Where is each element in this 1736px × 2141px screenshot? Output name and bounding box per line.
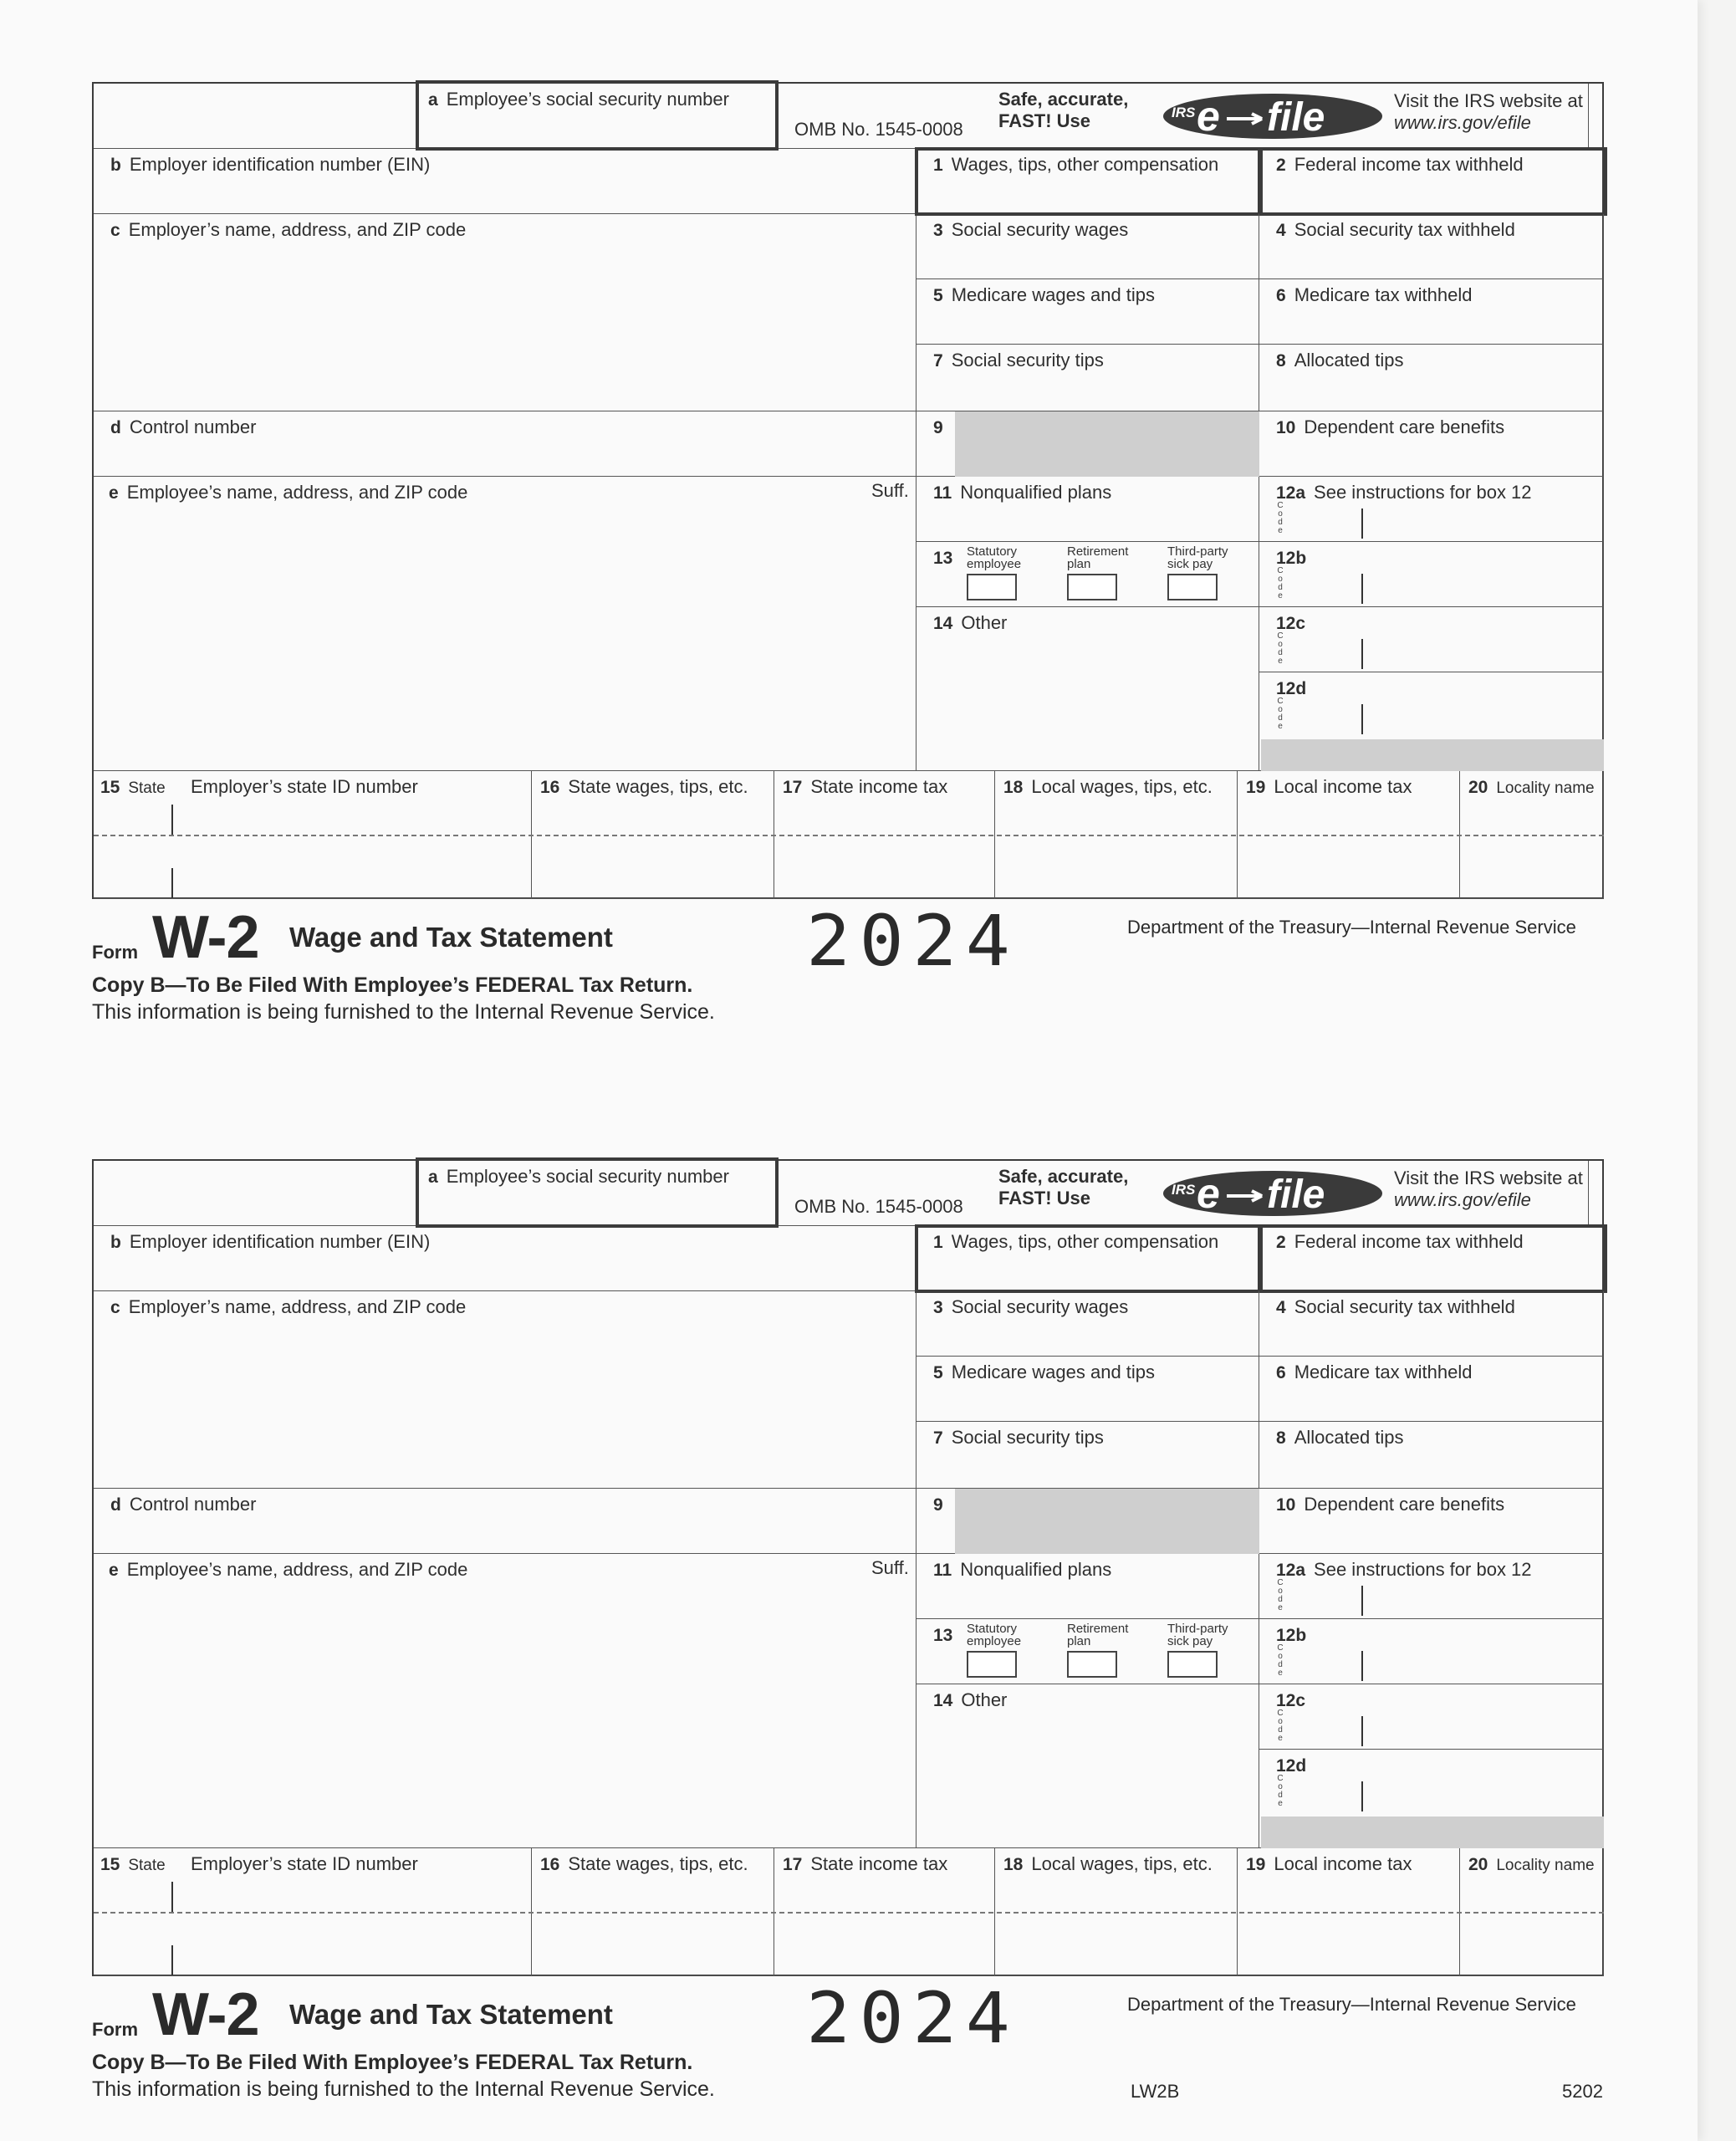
box-2-label-number: 2 — [1276, 156, 1286, 175]
box-4-label-text: Social security tax withheld — [1294, 1296, 1515, 1317]
box-13-label — [933, 1624, 961, 1646]
box-20-number: 20 — [1468, 1855, 1488, 1874]
box-a-label-number: a — [428, 90, 438, 110]
box-d-label-number: d — [110, 418, 121, 437]
box-c-employer[interactable] — [94, 1291, 917, 1489]
box-17-label-text: State income tax — [810, 776, 948, 797]
box-5-label-text: Medicare wages and tips — [951, 1362, 1156, 1382]
box-12c-code-divider — [1361, 1716, 1363, 1746]
box-17-label — [783, 1853, 947, 1875]
box-13-label — [933, 547, 961, 569]
box-18-label-text: Local wages, tips, etc. — [1031, 1853, 1213, 1874]
retirement-text-2: plan — [1067, 557, 1091, 571]
box-17-label-text: State income tax — [810, 1853, 948, 1874]
box-14-label-number: 14 — [933, 1691, 953, 1710]
visit-irs: Visit the IRS website at — [1394, 90, 1583, 111]
box-9-shade — [955, 1489, 1259, 1554]
box-12b-code-label: C o d e — [1277, 566, 1284, 600]
box-1-label-text: Wages, tips, other compensation — [951, 1231, 1219, 1252]
box-12a-code-label: C o d e — [1277, 1578, 1284, 1612]
box-7-label-text: Social security tips — [951, 350, 1104, 370]
box-7-label-text: Social security tips — [951, 1427, 1104, 1448]
box-17-label-number: 17 — [783, 778, 803, 797]
statutory-label — [967, 1622, 1021, 1648]
box-10-label-text: Dependent care benefits — [1304, 1494, 1505, 1515]
box-10-label-number: 10 — [1276, 1495, 1296, 1515]
box-d-label-text: Control number — [129, 416, 257, 437]
box-19-label-number: 19 — [1246, 1855, 1266, 1874]
box-12c-number: 12c — [1276, 1691, 1306, 1710]
retirement-text-1: Retirement — [1067, 544, 1129, 559]
box-9-label — [933, 1494, 952, 1515]
box-15-number: 15 — [100, 778, 120, 797]
retirement-plan-checkbox[interactable] — [1067, 574, 1117, 600]
box-e-label-text: Employee’s name, address, and ZIP code — [126, 1559, 468, 1580]
tax-year: 2024 — [806, 900, 1019, 982]
department-treasury: Department of the Treasury—Internal Revenue Service — [1127, 917, 1576, 938]
box-8-label-text: Allocated tips — [1294, 350, 1404, 370]
box-16-label — [540, 776, 748, 798]
safe-accurate: Safe, accurate, — [998, 89, 1129, 110]
box-14-label-text: Other — [961, 1689, 1008, 1710]
third-party-text-2: sick pay — [1167, 557, 1213, 571]
box-d-label-number: d — [110, 1495, 121, 1515]
box-14-label-number: 14 — [933, 614, 953, 633]
box-12a-label — [1276, 1559, 1532, 1581]
box-6-label-text: Medicare tax withheld — [1294, 1362, 1473, 1382]
retirement-label — [1067, 545, 1128, 570]
box-15-number: 15 — [100, 1855, 120, 1874]
box-11-label — [933, 1559, 1111, 1581]
form-code-left: LW2B — [1131, 2081, 1180, 2102]
omb-number: OMB No. 1545-0008 — [794, 119, 963, 140]
box-19-label-text: Local income tax — [1274, 1853, 1412, 1874]
box-a-label-text: Employee’s social security number — [446, 1166, 729, 1187]
box-a-label-text: Employee’s social security number — [446, 89, 729, 110]
safe-accurate: Safe, accurate, — [998, 1166, 1129, 1187]
box-e-employee[interactable] — [94, 1554, 917, 1848]
form-word: Form — [92, 942, 138, 963]
box-12b-code-divider — [1361, 574, 1363, 604]
box-c-label — [110, 1296, 466, 1318]
box-1-label-number: 1 — [933, 156, 943, 175]
w2-grid — [92, 82, 1604, 899]
box-15-state-text: State — [128, 779, 166, 797]
retirement-text-2: plan — [1067, 1634, 1091, 1648]
box-15-state-text: State — [128, 1857, 166, 1874]
box-5-label-number: 5 — [933, 286, 943, 305]
box-b-label-number: b — [110, 1233, 121, 1252]
box-c-label-number: c — [110, 1298, 120, 1317]
box-a-label — [428, 1166, 729, 1188]
box-20-text: Locality name — [1496, 779, 1595, 797]
box-12a-label — [1276, 482, 1532, 503]
box-14-label — [933, 1689, 1007, 1711]
retirement-text-1: Retirement — [1067, 1622, 1129, 1636]
box-20-label — [1468, 776, 1595, 798]
box-10-label-text: Dependent care benefits — [1304, 416, 1505, 437]
efile-file-text: file — [1267, 1173, 1325, 1217]
box-7-label — [933, 350, 1104, 371]
box-12d-code-divider — [1361, 1781, 1363, 1811]
box-12b-code-label: C o d e — [1277, 1643, 1284, 1678]
box-9-shade — [955, 411, 1259, 477]
box-15-id-label: Employer’s state ID number — [191, 1853, 418, 1874]
box-4-label — [1276, 1296, 1515, 1318]
efile-e-text: e — [1197, 1170, 1220, 1217]
box-3-label-number: 3 — [933, 221, 943, 240]
fast-use: FAST! Use — [998, 110, 1091, 131]
box-6-label — [1276, 284, 1472, 306]
copy-b-instruction: Copy B—To Be Filed With Employee’s FEDERAL Tax Return. — [92, 2051, 693, 2074]
box-8-label — [1276, 1427, 1404, 1449]
box-1-label — [933, 1231, 1218, 1253]
box-19-label-text: Local income tax — [1274, 776, 1412, 797]
box-15-divider-top — [171, 1882, 173, 1912]
suffix-label: Suff. — [871, 480, 909, 501]
box-12b-number: 12b — [1276, 1626, 1307, 1645]
state-row-dashed-divider — [94, 835, 1604, 836]
furnished-notice: This information is being furnished to the Internal Revenue Service. — [92, 2077, 715, 2101]
box-12-bottom-shade — [1261, 1817, 1604, 1848]
third-party-text-1: Third-party — [1167, 544, 1228, 559]
box-a-label-number: a — [428, 1168, 438, 1187]
box-18-label-text: Local wages, tips, etc. — [1031, 776, 1213, 797]
furnished-notice: This information is being furnished to the Internal Revenue Service. — [92, 1000, 715, 1024]
box-19-label — [1246, 776, 1412, 798]
box-3-label — [933, 219, 1128, 241]
box-b-label — [110, 1231, 430, 1253]
box-17-label — [783, 776, 947, 798]
box-2-label — [1276, 154, 1524, 176]
box-e-employee[interactable] — [94, 477, 917, 771]
box-18-label — [1003, 776, 1213, 798]
box-11-label-number: 11 — [933, 1561, 952, 1580]
box-e-label-number: e — [109, 483, 119, 503]
box-4-label-number: 4 — [1276, 1298, 1286, 1317]
box-12a-code-divider — [1361, 1586, 1363, 1616]
third-party-sick-pay-checkbox[interactable] — [1167, 574, 1218, 600]
box-4-label — [1276, 219, 1515, 241]
box-20-text: Locality name — [1496, 1857, 1595, 1874]
box-8-label-number: 8 — [1276, 1428, 1286, 1448]
box-9-number: 9 — [933, 418, 943, 437]
box-12a-label-text: See instructions for box 12 — [1314, 1559, 1532, 1580]
box-19-label — [1246, 1853, 1412, 1875]
box-13-number: 13 — [933, 549, 953, 568]
box-16-label-text: State wages, tips, etc. — [568, 1853, 748, 1874]
box-10-label-number: 10 — [1276, 418, 1296, 437]
box-17-label-number: 17 — [783, 1855, 803, 1874]
box-12b-number: 12b — [1276, 549, 1307, 568]
box-19-label-number: 19 — [1246, 778, 1266, 797]
box-b-label-number: b — [110, 156, 121, 175]
w2-grid — [92, 1159, 1604, 1976]
box-3-label — [933, 1296, 1128, 1318]
box-10-label — [1276, 416, 1504, 438]
box-2-label-text: Federal income tax withheld — [1294, 1231, 1524, 1252]
state-row-dashed-divider — [94, 1912, 1604, 1914]
box-c-label-text: Employer’s name, address, and ZIP code — [128, 1296, 467, 1317]
box-e-label-text: Employee’s name, address, and ZIP code — [126, 482, 468, 503]
box-c-label-number: c — [110, 221, 120, 240]
box-d-label — [110, 416, 256, 438]
box-12d-number: 12d — [1276, 679, 1307, 698]
box-15-label — [100, 776, 166, 798]
third-party-text-1: Third-party — [1167, 1622, 1228, 1636]
box-9-label — [933, 416, 952, 438]
visit-irs: Visit the IRS website at — [1394, 1168, 1583, 1188]
box-b-label-text: Employer identification number (EIN) — [129, 1231, 431, 1252]
box-10-label — [1276, 1494, 1504, 1515]
box-14-label-text: Other — [961, 612, 1008, 633]
box-5-label-text: Medicare wages and tips — [951, 284, 1156, 305]
form-word: Form — [92, 2019, 138, 2040]
box-15-label — [100, 1853, 166, 1875]
box-16-label-number: 16 — [540, 778, 560, 797]
box-12a-code-divider — [1361, 508, 1363, 539]
retirement-plan-checkbox[interactable] — [1067, 1651, 1117, 1678]
box-5-label — [933, 284, 1155, 306]
box-9-number: 9 — [933, 1495, 943, 1515]
box-3-label-text: Social security wages — [951, 219, 1129, 240]
irs-efile-url: www.irs.gov/efile — [1394, 1189, 1531, 1210]
form-code-right: 5202 — [1562, 2081, 1603, 2102]
fast-use: FAST! Use — [998, 1188, 1091, 1208]
box-6-label — [1276, 1362, 1472, 1383]
box-12d-code-label: C o d e — [1277, 697, 1284, 731]
box-3-label-number: 3 — [933, 1298, 943, 1317]
statutory-employee-checkbox[interactable] — [967, 1651, 1017, 1678]
efile-irs-text: IRS — [1172, 105, 1196, 120]
box-c-label-text: Employer’s name, address, and ZIP code — [128, 219, 467, 240]
box-12a-label-text: See instructions for box 12 — [1314, 482, 1532, 503]
box-12d-code-label: C o d e — [1277, 1774, 1284, 1808]
third-party-label — [1167, 545, 1228, 570]
box-5-label — [933, 1362, 1155, 1383]
irs-efile-logo — [1162, 92, 1384, 141]
w2-title: W-2 — [152, 904, 259, 971]
box-8-label-text: Allocated tips — [1294, 1427, 1404, 1448]
box-11-label-text: Nonqualified plans — [960, 482, 1112, 503]
copy-b-instruction: Copy B—To Be Filed With Employee’s FEDERAL Tax Return. — [92, 973, 693, 997]
third-party-sick-pay-checkbox[interactable] — [1167, 1651, 1218, 1678]
omb-number: OMB No. 1545-0008 — [794, 1196, 963, 1217]
box-16-label-number: 16 — [540, 1855, 560, 1874]
irs-efile-url: www.irs.gov/efile — [1394, 112, 1531, 133]
wage-tax-statement-title: Wage and Tax Statement — [289, 922, 613, 953]
box-15-id-label: Employer’s state ID number — [191, 776, 418, 797]
box-12c-code-label: C o d e — [1277, 1709, 1284, 1743]
w2-title: W-2 — [152, 1981, 259, 2048]
box-12a-label-number: 12a — [1276, 1561, 1306, 1580]
box-12-bottom-shade — [1261, 739, 1604, 771]
efile-e-text: e — [1197, 93, 1220, 140]
box-e-label-number: e — [109, 1561, 119, 1580]
efile-file-text: file — [1267, 95, 1325, 140]
box-b-label-text: Employer identification number (EIN) — [129, 154, 431, 175]
retirement-label — [1067, 1622, 1128, 1648]
box-5-label-number: 5 — [933, 1363, 943, 1382]
box-1-label-number: 1 — [933, 1233, 943, 1252]
efile-logo-icon — [1162, 92, 1384, 141]
box-18-label-number: 18 — [1003, 778, 1024, 797]
box-15-divider-bottom — [171, 1945, 173, 1975]
wage-tax-statement-title: Wage and Tax Statement — [289, 1999, 613, 2030]
statutory-employee-checkbox[interactable] — [967, 574, 1017, 600]
box-7-label-number: 7 — [933, 1428, 943, 1448]
box-3-label-text: Social security wages — [951, 1296, 1129, 1317]
box-6-label-number: 6 — [1276, 1363, 1286, 1382]
statutory-text-1: Statutory — [967, 1622, 1018, 1636]
box-11-label-text: Nonqualified plans — [960, 1559, 1112, 1580]
box-12c-code-label: C o d e — [1277, 631, 1284, 666]
box-12a-label-number: 12a — [1276, 483, 1306, 503]
box-12d-code-divider — [1361, 704, 1363, 734]
box-4-label-number: 4 — [1276, 221, 1286, 240]
box-b-label — [110, 154, 430, 176]
box-2-label — [1276, 1231, 1524, 1253]
statutory-text-2: employee — [967, 1634, 1022, 1648]
box-12c-code-divider — [1361, 639, 1363, 669]
department-treasury: Department of the Treasury—Internal Revenue Service — [1127, 1994, 1576, 2015]
box-12d-number: 12d — [1276, 1756, 1307, 1776]
box-12b-code-divider — [1361, 1651, 1363, 1681]
third-party-text-2: sick pay — [1167, 1634, 1213, 1648]
box-16-label — [540, 1853, 748, 1875]
box-a-label — [428, 89, 729, 110]
box-2-label-text: Federal income tax withheld — [1294, 154, 1524, 175]
box-1-label-text: Wages, tips, other compensation — [951, 154, 1219, 175]
box-7-label-number: 7 — [933, 351, 943, 370]
box-c-employer[interactable] — [94, 214, 917, 411]
box-15-divider-top — [171, 805, 173, 835]
box-12a-code-label: C o d e — [1277, 501, 1284, 535]
efile-logo-icon — [1162, 1169, 1384, 1218]
box-6-label-number: 6 — [1276, 286, 1286, 305]
box-18-label-number: 18 — [1003, 1855, 1024, 1874]
box-c-label — [110, 219, 466, 241]
tax-year: 2024 — [806, 1977, 1019, 2059]
statutory-label — [967, 545, 1021, 570]
suffix-label: Suff. — [871, 1557, 909, 1578]
box-4-label-text: Social security tax withheld — [1294, 219, 1515, 240]
box-11-label-number: 11 — [933, 483, 952, 503]
box-18-label — [1003, 1853, 1213, 1875]
box-e-label — [109, 482, 467, 503]
statutory-text-1: Statutory — [967, 544, 1018, 559]
box-14-label — [933, 612, 1007, 634]
box-8-label-number: 8 — [1276, 351, 1286, 370]
box-20-number: 20 — [1468, 778, 1488, 797]
box-d-label — [110, 1494, 256, 1515]
box-20-label — [1468, 1853, 1595, 1875]
box-11-label — [933, 482, 1111, 503]
box-7-label — [933, 1427, 1104, 1449]
box-13-number: 13 — [933, 1626, 953, 1645]
statutory-text-2: employee — [967, 557, 1022, 571]
box-8-label — [1276, 350, 1404, 371]
box-12c-number: 12c — [1276, 614, 1306, 633]
box-15-divider-bottom — [171, 868, 173, 898]
efile-irs-text: IRS — [1172, 1182, 1196, 1198]
box-1-label — [933, 154, 1218, 176]
box-6-label-text: Medicare tax withheld — [1294, 284, 1473, 305]
box-16-label-text: State wages, tips, etc. — [568, 776, 748, 797]
third-party-label — [1167, 1622, 1228, 1648]
box-d-label-text: Control number — [129, 1494, 257, 1515]
box-e-label — [109, 1559, 467, 1581]
irs-efile-logo — [1162, 1169, 1384, 1218]
box-2-label-number: 2 — [1276, 1233, 1286, 1252]
